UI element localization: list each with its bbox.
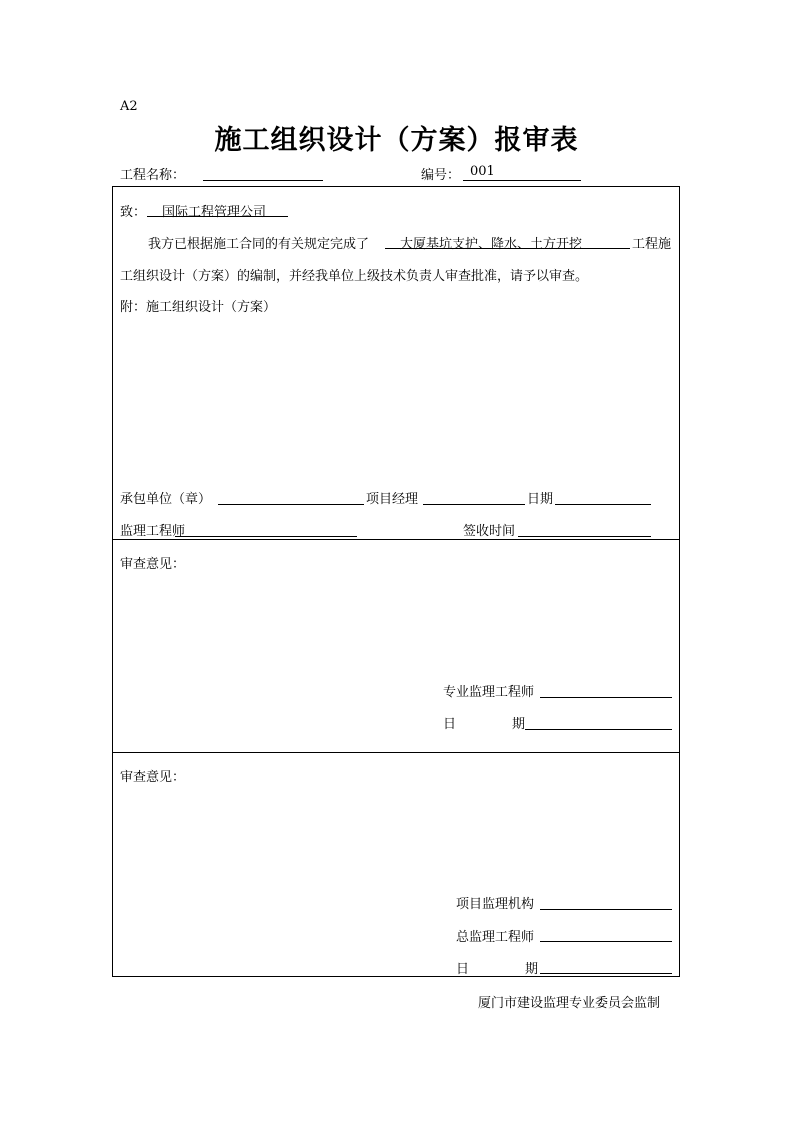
date-field[interactable] — [555, 504, 651, 505]
supervisor-label: 监理工程师 — [120, 524, 186, 539]
review-opinion-label-2: 审查意见： — [120, 770, 186, 785]
contractor-field[interactable] — [218, 504, 364, 505]
specialist-engineer-label: 专业监理工程师 — [443, 685, 535, 700]
review-date-label-2b: 期 — [525, 962, 539, 977]
date-label: 日期 — [527, 492, 554, 507]
review-date-label-1b: 期 — [512, 717, 526, 732]
page-title: 施工组织设计（方案）报审表 — [214, 125, 579, 156]
contractor-label: 承包单位（章） — [120, 492, 212, 507]
review-date-field-2[interactable] — [540, 973, 672, 974]
chief-engineer-label: 总监理工程师 — [456, 930, 535, 945]
project-description-field[interactable]: 大厦基坑支护、降水、土方开挖 — [400, 237, 583, 252]
recipient-underline — [147, 216, 288, 217]
project-name-underline — [203, 180, 323, 181]
section-divider-2 — [112, 752, 680, 753]
project-manager-field[interactable] — [423, 504, 525, 505]
review-date-label-2a: 日 — [456, 962, 470, 977]
supervisor-field[interactable] — [175, 536, 357, 537]
attachment-label: 附：施工组织设计（方案） — [120, 300, 277, 315]
body-text-line2: 工组织设计（方案）的编制，并经我单位上级技术负责人审查批准，请予以审查。 — [120, 269, 589, 284]
body-text-prefix: 我方已根据施工合同的有关规定完成了 — [148, 237, 370, 252]
supervision-org-label: 项目监理机构 — [456, 897, 535, 912]
chief-engineer-field[interactable] — [540, 941, 672, 942]
number-underline — [463, 180, 581, 181]
project-name-label: 工程名称： — [120, 168, 186, 183]
form-code: A2 — [120, 99, 138, 114]
number-field[interactable]: 001 — [470, 164, 495, 179]
review-date-label-1a: 日 — [443, 717, 457, 732]
supervision-org-field[interactable] — [540, 909, 672, 910]
project-manager-label: 项目经理 — [366, 492, 419, 507]
review-opinion-label-1: 审查意见： — [120, 557, 186, 572]
project-description-underline — [385, 248, 630, 249]
receipt-time-field[interactable] — [518, 536, 651, 537]
specialist-engineer-field[interactable] — [540, 697, 672, 698]
review-date-field-1[interactable] — [525, 729, 672, 730]
number-label: 编号： — [421, 168, 461, 183]
section-divider-1 — [112, 539, 680, 540]
recipient-field[interactable]: 国际工程管理公司 — [162, 205, 267, 220]
to-label: 致： — [120, 205, 147, 220]
footer-issuer: 厦门市建设监理专业委员会监制 — [478, 996, 661, 1011]
body-text-suffix: 工程施 — [632, 237, 672, 252]
receipt-time-label: 签收时间 — [463, 524, 516, 539]
